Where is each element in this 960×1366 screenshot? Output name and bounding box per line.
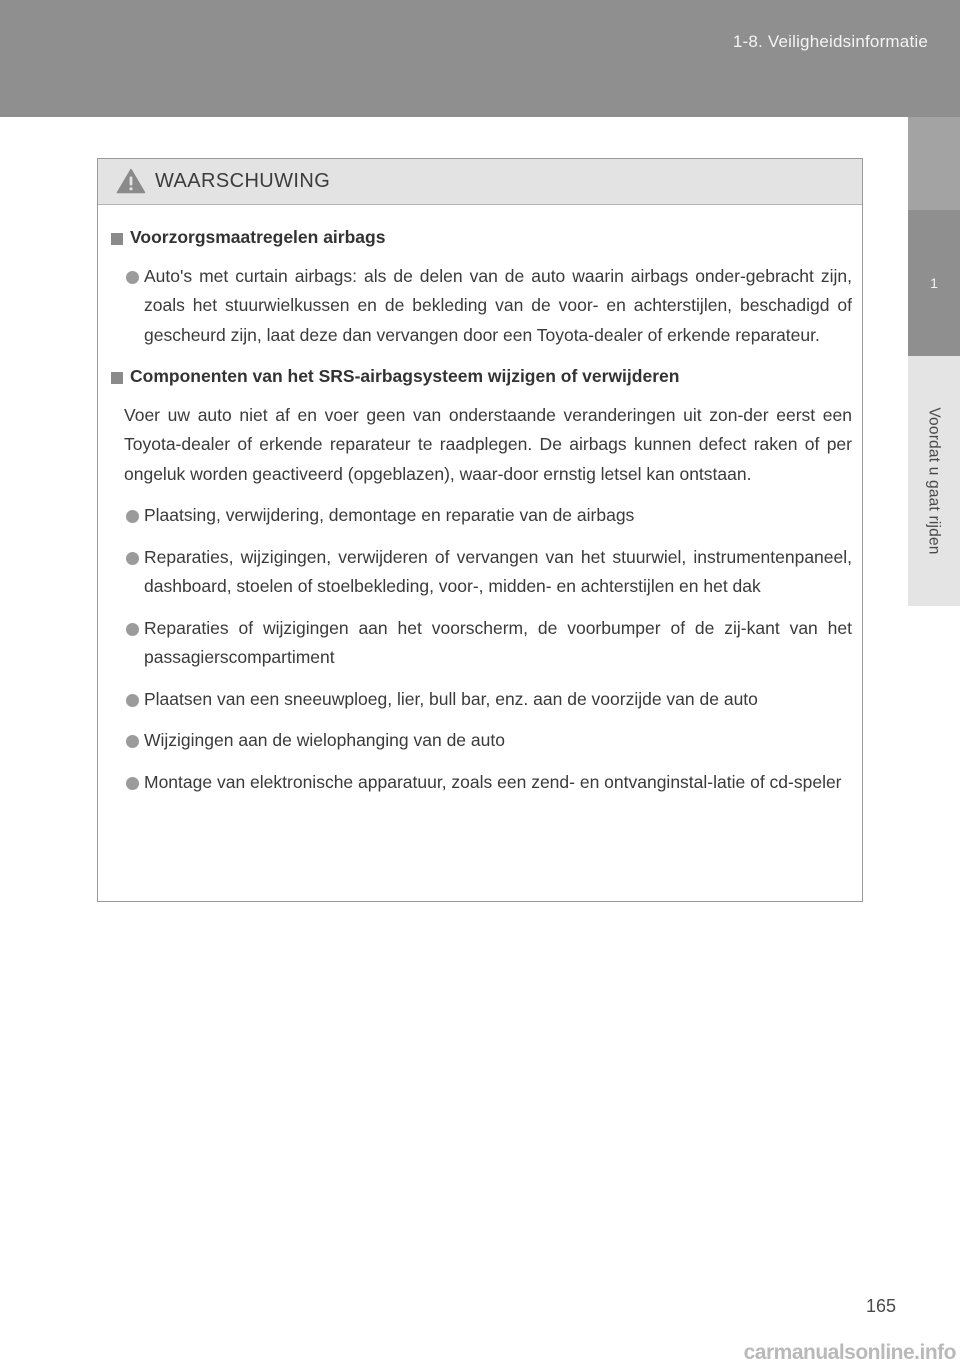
round-bullet-icon <box>126 623 139 636</box>
list-item: Plaatsen van een sneeuwploeg, lier, bull bar, enz. aan de voorzijde van de auto <box>111 685 852 715</box>
warning-body <box>98 205 862 797</box>
square-bullet-icon <box>111 233 123 245</box>
warning-header <box>98 159 862 205</box>
list-item: Reparaties, wijzigingen, verwijderen of vervangen van het stuurwiel, instrumentenpaneel, dashboard, stoelen of stoelbekleding, voor-, midden- en achterstijlen en het dak <box>111 543 852 602</box>
header-band <box>0 0 960 117</box>
warning-triangle-icon <box>116 168 146 194</box>
chapter-label-tab <box>908 356 960 606</box>
section-paragraph: Voer uw auto niet af en voer geen van onderstaande veranderingen uit zon-der eerst een Toyota-dealer of erkende reparateur te raadplegen. De airbags kunnen defect raken of per ongeluk worden geactiveerd (opgeblazen), waar-door ernstig letsel kan ontstaan. <box>124 404 852 484</box>
chapter-number: 1 <box>930 275 938 291</box>
round-bullet-icon <box>126 510 139 523</box>
round-bullet-icon <box>126 552 139 565</box>
section-heading: Componenten van het SRS-airbagsysteem wijzigen of verwijderen <box>111 362 852 392</box>
round-bullet-icon <box>126 694 139 707</box>
page-number: 165 <box>865 1296 896 1316</box>
round-bullet-icon <box>126 271 139 284</box>
round-bullet-icon <box>126 735 139 748</box>
square-bullet-icon <box>111 372 123 384</box>
section-title: 1-8. Veiligheidsinformatie <box>732 32 928 51</box>
warning-title: WAARSCHUWING <box>155 170 331 192</box>
chapter-label: Voordat u gaat rijden <box>926 407 943 555</box>
side-tab-upper <box>908 117 960 210</box>
list-item: Auto's met curtain airbags: als de delen van de auto waarin airbags onder-gebracht zijn, zoals het stuurwielkussen en de bekleding van de voor- en achterstijlen, beschadigd of gescheurd zijn, laat deze dan vervangen door een Toyota-dealer of erkende reparateur. <box>111 262 852 351</box>
list-item: Plaatsing, verwijdering, demontage en reparatie van de airbags <box>111 501 852 531</box>
list-item: Montage van elektronische apparatuur, zoals een zend- en ontvanginstal-latie of cd-speler <box>111 768 852 798</box>
round-bullet-icon <box>126 777 139 790</box>
list-item: Reparaties of wijzigingen aan het voorscherm, de voorbumper of de zij-kant van het passagierscompartiment <box>111 614 852 673</box>
warning-box <box>97 158 863 902</box>
watermark: carmanualsonline.info <box>644 1340 960 1366</box>
list-item: Wijzigingen aan de wielophanging van de auto <box>111 726 852 756</box>
section-heading: Voorzorgsmaatregelen airbags <box>111 223 852 253</box>
chapter-tab <box>908 210 960 356</box>
